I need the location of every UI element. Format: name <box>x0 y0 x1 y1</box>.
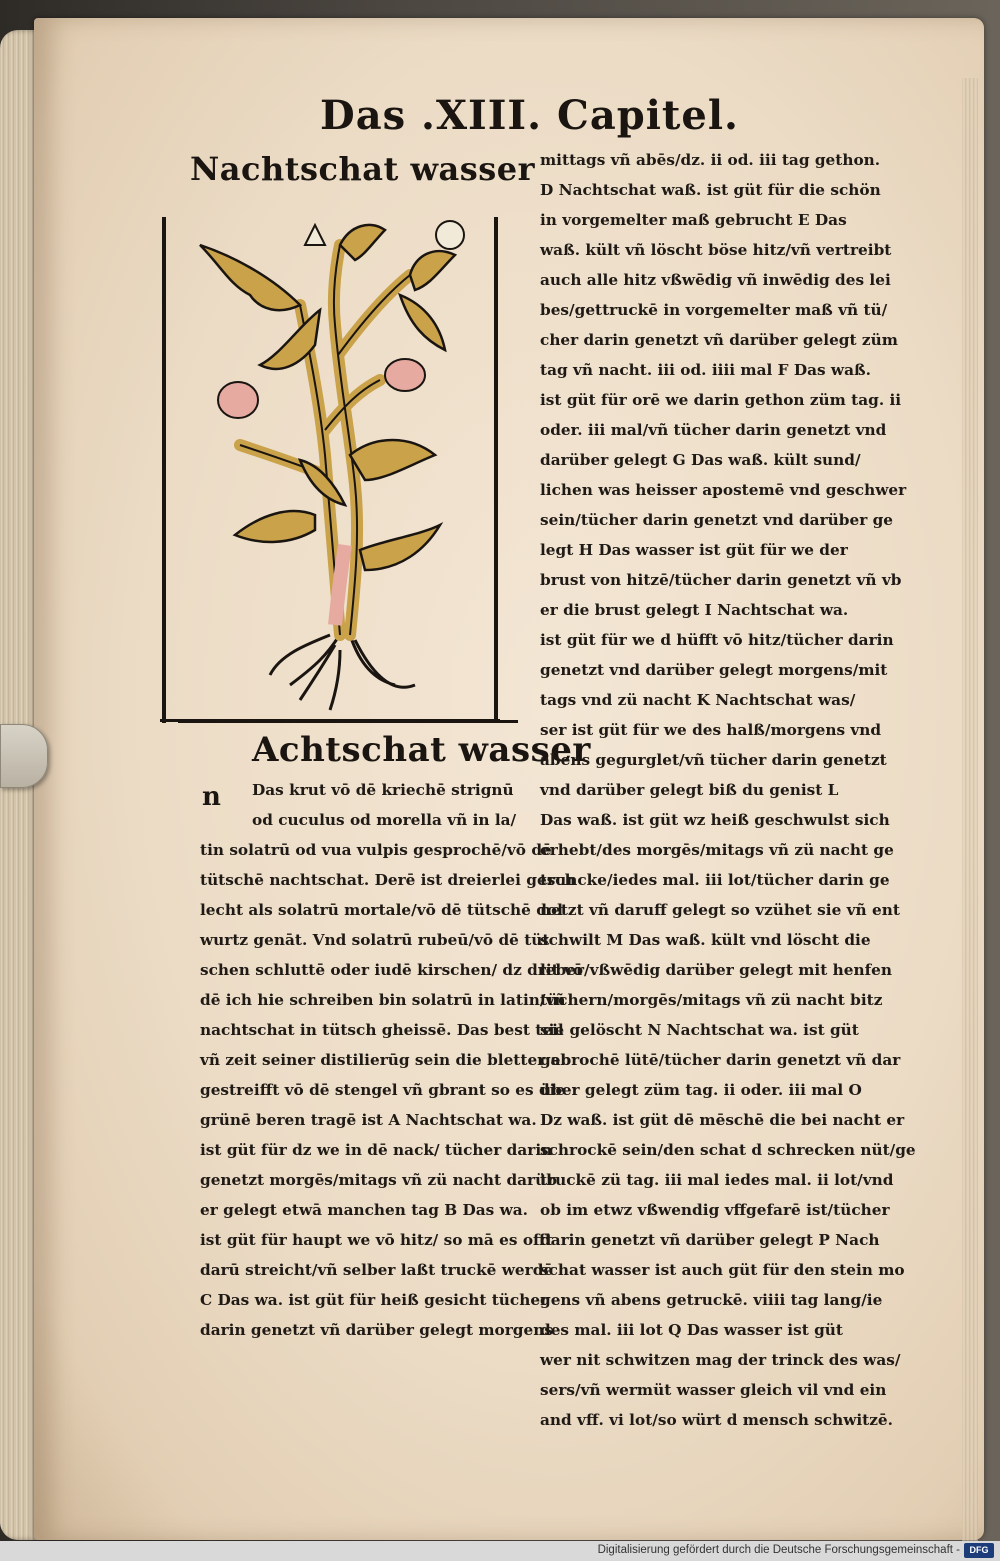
text-line: vñ zeit seiner distilierūg sein die bletter ab <box>200 1051 572 1069</box>
drop-cap: n <box>202 782 221 812</box>
text-line: ist güt für we d hüfft vō hitz/tücher darin <box>540 631 894 649</box>
text-line: tütschē nachtschat. Derē ist dreierlei gesch <box>200 871 576 889</box>
text-line: in vorgemelter maß gebrucht E Das <box>540 211 847 229</box>
right-column <box>540 145 915 1435</box>
section-heading: Achtschat wasser <box>252 730 591 770</box>
text-line: waß. kült vñ löscht böse hitz/vñ vertreibt <box>540 241 892 259</box>
text-line: ist güt für dz we in dē nack/ tücher darin <box>200 1141 553 1159</box>
text-line: des mal. iii lot Q Das wasser ist güt <box>540 1321 843 1339</box>
text-line: darin genetzt vñ darüber gelegt morgens <box>200 1321 553 1339</box>
text-line: wer nit schwitzen mag der trinck des was/ <box>540 1351 901 1369</box>
text-line: sers/vñ wermüt wasser gleich vil vnd ein <box>540 1381 887 1399</box>
text-line: vnd darüber gelegt biß du genist L <box>540 781 839 799</box>
text-line: wurtz genāt. Vnd solatrū rubeū/vō dē tüt <box>200 931 550 949</box>
page-clip-tab <box>0 724 48 788</box>
text-line: bes/gettruckē in vorgemelter maß vñ tü/ <box>540 301 888 319</box>
text-line: auch alle hitz vßwēdig vñ inwēdig des lei <box>540 271 891 289</box>
text-line: ist güt für haupt we vō hitz/ so mā es offt <box>200 1231 553 1249</box>
text-line: gestreifft vō dē stengel vñ gbrant so es die <box>200 1081 566 1099</box>
text-line: sein/tücher darin genetzt vnd darüber ge <box>540 511 894 529</box>
running-head: Das .XIII. Capitel. <box>320 92 739 139</box>
text-line: tin solatrū od vua vulpis gesprochē/vō dē <box>200 841 552 859</box>
text-line: leber/vßwēdig darüber gelegt mit henfen <box>540 961 893 979</box>
text-line: ser ist güt für we des halß/morgens vnd <box>540 721 882 739</box>
text-line: genetzt morgēs/mitags vñ zü nacht darüb <box>200 1171 557 1189</box>
text-line: truckē zü tag. iii mal iedes mal. ii lot/vnd <box>540 1171 894 1189</box>
text-line: cher darin genetzt vñ darüber gelegt züm <box>540 331 898 349</box>
text-line: schen schluttē oder iudē kirschen/ dz drit vō <box>200 961 584 979</box>
text-line: lecht als solatrū mortale/vō dē tütschē dol <box>200 901 563 919</box>
text-line: erhebt/des morgēs/mitags vñ zü nacht ge <box>540 841 894 859</box>
text-line: oder. iii mal/vñ tücher darin genetzt vnd <box>540 421 887 439</box>
dfg-logo: DFG <box>964 1543 994 1558</box>
text-line: gens vñ abens getruckē. viiii tag lang/ie <box>540 1291 883 1309</box>
text-line: Dz waß. ist güt dē mēschē die bei nacht er <box>540 1111 905 1129</box>
text-line: darin genetzt vñ darüber gelegt P Nach <box>540 1231 880 1249</box>
text-line: darū streicht/vñ selber laßt truckē werdē <box>200 1261 554 1279</box>
text-line: sie gelöscht N Nachtschat wa. ist güt <box>540 1021 859 1039</box>
text-line: schwilt M Das waß. kült vnd löscht die <box>540 931 871 949</box>
text-line: gebrochē lütē/tücher darin genetzt vñ dar <box>540 1051 901 1069</box>
text-line: abens gegurglet/vñ tücher darin genetzt <box>540 751 887 769</box>
text-line: er gelegt etwā manchen tag B Das wa. <box>200 1201 528 1219</box>
text-line: Das waß. ist güt wz heiß geschwulst sich <box>540 811 890 829</box>
text-line: mittags vñ abēs/dz. ii od. iii tag gethon. <box>540 151 881 169</box>
figure-bottom-rule <box>178 720 518 723</box>
funding-notice: Digitalisierung gefördert durch die Deutsche Forschungsgemeinschaft - <box>597 1544 960 1556</box>
plant-woodcut <box>160 215 500 723</box>
text-line: truncke/iedes mal. iii lot/tücher darin ge <box>540 871 890 889</box>
text-line: nachtschat in tütsch gheissē. Das best teil <box>200 1021 564 1039</box>
fore-edge <box>962 78 978 1548</box>
text-line: ob im etwz vßwendig vffgefarē ist/tücher <box>540 1201 890 1219</box>
text-line: od cuculus od morella vñ in la/ <box>252 811 517 829</box>
text-line: C Das wa. ist güt für heiß gesicht tücher <box>200 1291 549 1309</box>
text-line: tüchern/morgēs/mitags vñ zü nacht bitz <box>540 991 883 1009</box>
text-line: über gelegt züm tag. ii oder. iii mal O <box>540 1081 862 1099</box>
figure-title: Nachtschat wasser <box>190 150 535 188</box>
text-line: legt H Das wasser ist güt für we der <box>540 541 848 559</box>
text-line: lichen was heisser apostemē vnd geschwer <box>540 481 907 499</box>
text-line: D Nachtschat waß. ist güt für die schön <box>540 181 881 199</box>
text-line: ist güt für orē we darin gethon züm tag. ii <box>540 391 902 409</box>
text-line: brust von hitzē/tücher darin genetzt vñ vb <box>540 571 902 589</box>
text-line: genetzt vnd darüber gelegt morgens/mit <box>540 661 888 679</box>
left-column <box>200 775 584 1345</box>
text-line: schat wasser ist auch güt für den stein mo <box>540 1261 905 1279</box>
text-line: er die brust gelegt I Nachtschat wa. <box>540 601 849 619</box>
text-line: schrockē sein/den schat d schrecken nüt/ge <box>540 1141 916 1159</box>
text-line: netzt vñ daruff gelegt so vzühet sie vñ ent <box>540 901 900 919</box>
text-line: dē ich hie schreiben bin solatrū in latin/vñ <box>200 991 566 1009</box>
text-line: tag vñ nacht. iii od. iiii mal F Das waß. <box>540 361 871 379</box>
text-line: and vff. vi lot/so würt d mensch schwitzē. <box>540 1411 893 1429</box>
text-line: darüber gelegt G Das waß. kült sund/ <box>540 451 861 469</box>
text-line: tags vnd zü nacht K Nachtschat was/ <box>540 691 856 709</box>
text-line: Das krut vō dē kriechē strignū <box>252 781 514 799</box>
text-line: grünē beren tragē ist A Nachtschat wa. <box>200 1111 537 1129</box>
